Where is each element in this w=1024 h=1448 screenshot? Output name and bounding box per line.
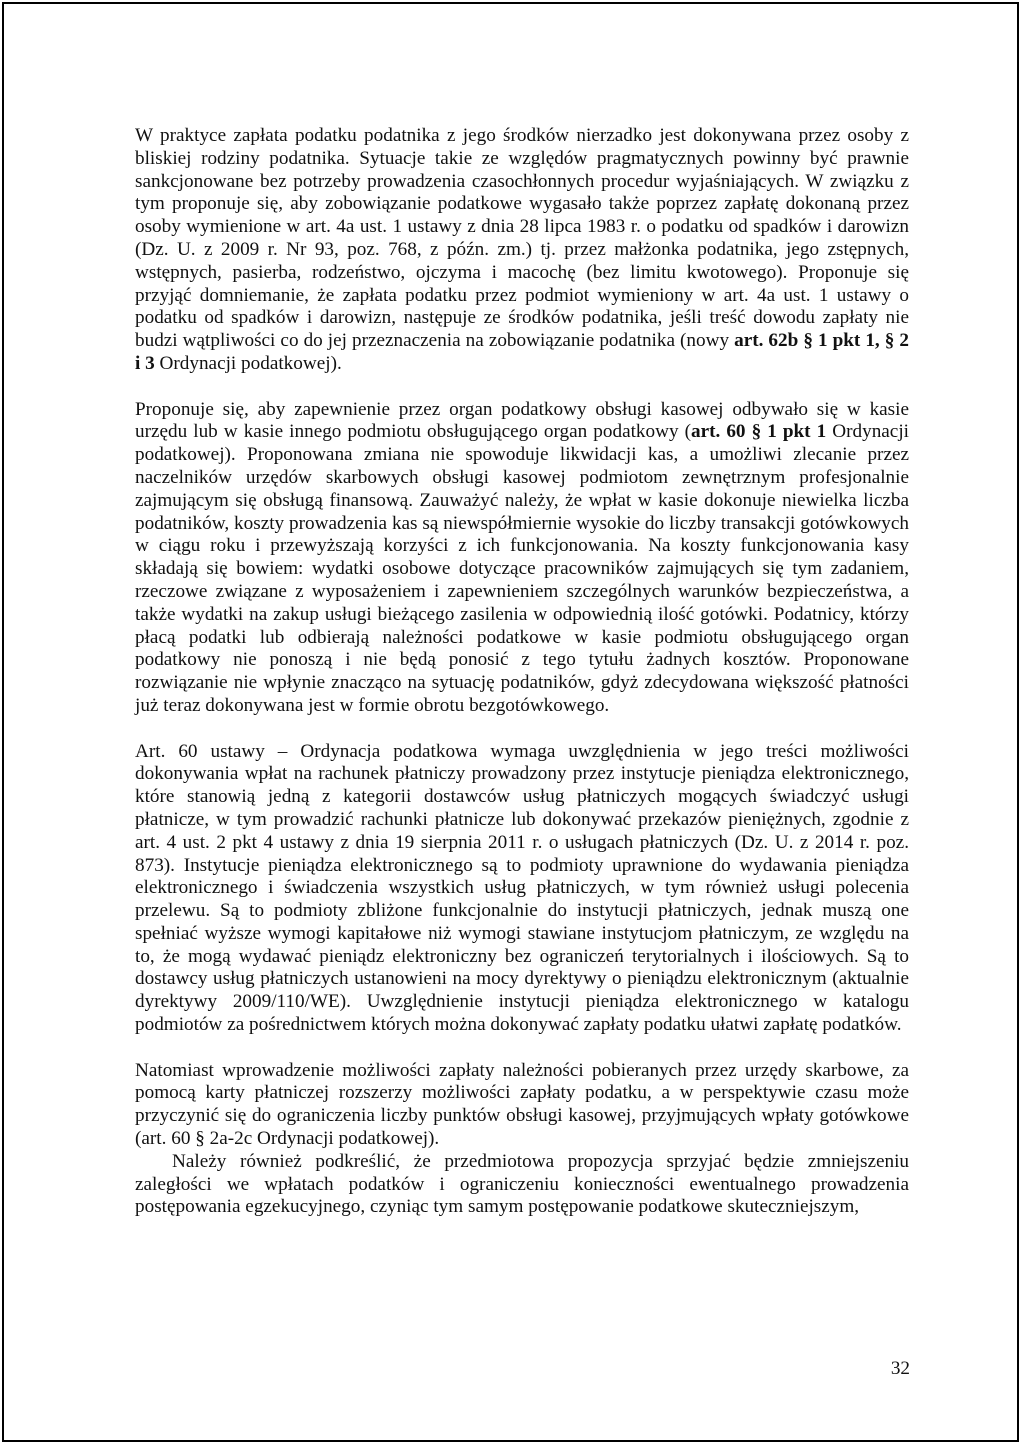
legal-reference-bold: art. 60 § 1 pkt 1: [691, 421, 827, 443]
text-run: Należy również podkreślić, że przedmiotowa propozycja sprzyjać będzie zmniejszeniu zaległości we wpłatach podatków i ograniczeniu konieczności ewentualnego prowadzenia postępowania egzekucyjnego, czyniąc tym samym postępowanie podatkowe skuteczniejszym,: [135, 1150, 909, 1218]
text-run: Natomiast wprowadzenie możliwości zapłaty należności pobieranych przez urzędy skarbowe, za pomocą karty płatniczej rozszerzy możliwości zapłaty podatku, a w perspektywie czasu może przyczynić się do ograniczenia liczby punktów obsługi kasowej, przyjmujących wpłaty gotówkowe (art. 60 § 2a-2c Ordynacji podatkowej).: [135, 1059, 909, 1150]
text-run: Ordynacji podatkowej).: [154, 352, 342, 374]
text-run: Ordynacji podatkowej). Proponowana zmiana nie spowoduje likwidacji kas, a umożliwi zlecanie przez naczelników urzędów skarbowych obsługi kasowej podmiotom zewnętrznym profesjonalnie zajmującym się obsługą finansową. Zauważyć należy, że wpłat w kasie dokonuje niewielka liczba podatników, koszty prowadzenia kas są niewspółmiernie wysokie do liczby transakcji gotówkowych w ciągu roku i przewyższają korzyści z ich funkcjonowania. Na koszty funkcjonowania kasy składają się bowiem: wydatki osobowe dotyczące pracowników zajmujących się tym zadaniem, rzeczowe związane z wyposażeniem i zapewnieniem szczególnych warunków bezpieczeństwa, a także wydatki na zakup usługi bieżącego zasilenia w odpowiednią ilość gotówki. Podatnicy, którzy płacą podatki lub odbierają należności podatkowe w kasie podmiotu obsługującego organ podatkowy nie ponoszą i nie będą ponosić z tego tytułu żadnych kosztów. Proponowane rozwiązanie nie wpłynie znacząco na sytuację podatników, gdyż zdecydowana większość płatności już teraz dokonywana jest w formie obrotu bezgotówkowego.: [135, 421, 909, 716]
page-number: 32: [890, 1358, 910, 1379]
paragraph-family-payment: [135, 125, 909, 376]
paragraph-electronic-money: [135, 741, 909, 1037]
paragraph-payment-card: [135, 1060, 909, 1151]
document-body: [135, 125, 909, 1219]
text-run: Proponuje się, aby zapewnienie przez organ podatkowy obsługi kasowej odbywało się w kasie urzędu lub w kasie innego podmiotu obsługującego organ podatkowy (: [135, 398, 909, 443]
paragraph-cash-service: [135, 399, 909, 718]
text-run: W praktyce zapłata podatku podatnika z jego środków nierzadko jest dokonywana przez osoby z bliskiej rodziny podatnika. Sytuacje takie ze względów pragmatycznych powinny być prawnie sankcjonowane bez potrzeby prowadzenia czasochłonnych procedur wyjaśniających. W związku z tym proponuje się, aby zobowiązanie podatkowe wygasało także poprzez zapłatę dokonaną przez osoby wymienione w art. 4a ust. 1 ustawy z dnia 28 lipca 1983 r. o podatku od spadków i darowizn (Dz. U. z 2009 r. Nr 93, poz. 768, z późn. zm.) tj. przez małżonka podatnika, jego zstępnych, wstępnych, pasierba, rodzeństwo, ojczyma i macochę (bez limitu kwotowego). Proponuje się przyjąć domniemanie, że zapłata podatku przez podmiot wymieniony w art. 4a ust. 1 ustawy o podatku od spadków i darowizn, następuje ze środków podatnika, jeśli treść dowodu zapłaty nie budzi wątpliwości co do jej przeznaczenia na zobowiązanie podatnika (nowy: [135, 125, 909, 352]
paragraph-arrears: [135, 1151, 909, 1219]
legal-reference-bold: art. 62b § 1 pkt 1, § 2 i 3: [135, 330, 909, 374]
text-run: Art. 60 ustawy – Ordynacja podatkowa wymaga uwzględnienia w jego treści możliwości dokonywania wpłat na rachunek płatniczy prowadzony przez instytucje pieniądza elektronicznego, które stanowią jedną z kategorii dostawców usług płatniczych mogących świadczyć usługi płatnicze, w tym prowadzić rachunki płatnicze lub dokonywać przekazów pieniężnych, zgodnie z art. 4 ust. 2 pkt 4 ustawy z dnia 19 sierpnia 2011 r. o usługach płatniczych (Dz. U. z 2014 r. poz. 873). Instytucje pieniądza elektronicznego są to podmioty uprawnione do wydawania pieniądza elektronicznego i świadczenia wszystkich usług płatniczych, w tym również usługi polecenia przelewu. Są to podmioty zbliżone funkcjonalnie do instytucji płatniczych, jednak muszą one spełniać wyższe wymogi kapitałowe niż wymogi stawiane instytucjom płatniczym, ze względu na to, że mogą wydawać pieniądz elektroniczny bez ograniczeń terytorialnych i ilościowych. Są to dostawcy usług płatniczych ustanowieni na mocy dyrektywy o pieniądzu elektronicznym (aktualnie dyrektywy 2009/110/WE). Uwzględnienie instytucji pieniądza elektronicznego w katalogu podmiotów za pośrednictwem których można dokonywać zapłaty podatku ułatwi zapłatę podatków.: [135, 740, 909, 1036]
